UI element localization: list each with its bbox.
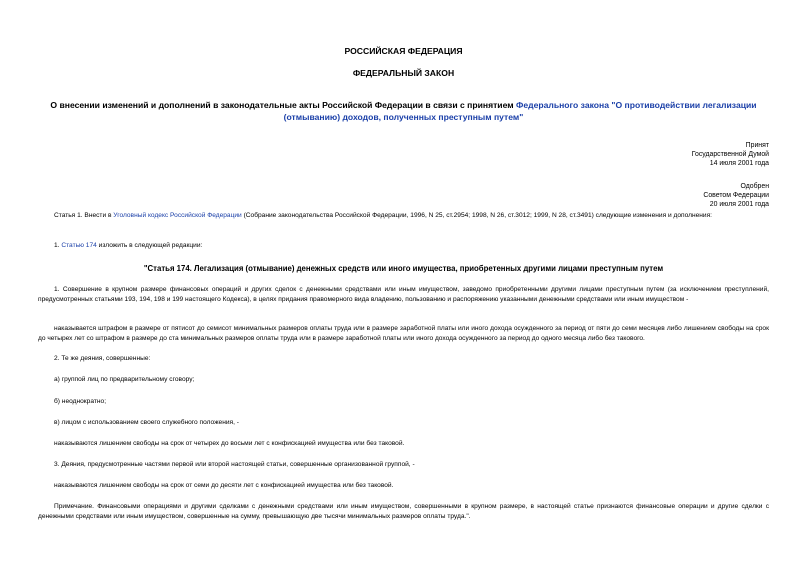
law-title-line1 — [0, 100, 807, 110]
federal-law-link[interactable]: Федерального закона "О противодействии легализации — [516, 100, 757, 110]
adoption-line-2: Государственной Думой — [691, 151, 769, 158]
country-heading: РОССИЙСКАЯ ФЕДЕРАЦИЯ — [344, 46, 463, 56]
paragraph-item-v: в) лицом с использованием своего служебного положения, - — [54, 419, 239, 426]
adoption-line-1: Принят — [745, 142, 769, 149]
law-title-line2 — [0, 112, 807, 122]
item-1-prefix: 1. — [54, 242, 62, 249]
approval-date: 20 июля 2001 года — [709, 201, 769, 208]
paragraph-note: Примечание. Финансовыми операциями и другими сделками с денежными средствами или иным имуществом, совершенными в крупном размере, в настоящей статье признаются финансовые операции и другие сделки с денежными средствами или иным имуществом, совершенные на сумму, превышающую две тысячи минимальных размеров оплаты труда.". — [38, 503, 769, 520]
adoption-block — [692, 141, 769, 168]
paragraph-penalty-1: наказывается штрафом в размере от пятисот до семисот минимальных размеров оплаты труда или в размере заработной платы или иного дохода осужденного за период от пяти до семи месяцев либо лишением свободы на срок до четырех лет со штрафом в размере до ста минимальных размеров оплаты труда или в размере заработной платы или иного дохода осужденного за период до одного месяца либо без такового. — [38, 325, 769, 342]
article-174-heading: "Статья 174. Легализация (отмывание) денежных средств или иного имущества, приобретенных другими лицами преступным путем — [143, 264, 664, 273]
paragraph-part-2: 2. Те же деяния, совершенные: — [54, 355, 151, 362]
article-174-link[interactable]: Статью 174 — [61, 242, 97, 249]
paragraph-part-3: 3. Деяния, предусмотренные частями первой или второй настоящей статьи, совершенные организованной группой, - — [54, 461, 415, 468]
item-1-suffix: изложить в следующей редакции: — [96, 242, 203, 249]
adoption-date: 14 июля 2001 года — [709, 160, 769, 167]
paragraph-penalty-3: наказываются лишением свободы на срок от семи до десяти лет с конфискацией имущества или без таковой. — [54, 482, 394, 489]
paragraph-penalty-2: наказываются лишением свободы на срок от четырех до восьми лет с конфискацией имущества или без таковой. — [54, 440, 405, 447]
law-title-prefix: О внесении изменений и дополнений в законодательные акты Российской Федерации в связи с принятием — [50, 100, 516, 110]
doc-type-heading: ФЕДЕРАЛЬНЫЙ ЗАКОН — [352, 68, 455, 78]
approval-line-1: Одобрен — [740, 183, 769, 190]
article-1-paragraph — [38, 211, 769, 221]
paragraph-item-b: б) неоднократно; — [54, 398, 107, 405]
criminal-code-link[interactable]: Уголовный кодекс Российской Федерации — [113, 212, 242, 219]
approval-block — [703, 182, 769, 209]
paragraph-part-1: 1. Совершение в крупном размере финансовых операций и других сделок с денежными средствами или иным имуществом, заведомо приобретенными другими лицами преступным путем (за исключением преступлений, предусмотренных статьями 193, 194, 198 и 199 настоящего Кодекса), в целях придания правомерного вида владению, пользованию и распоряжению указанными денежными средствами или иным имуществом - — [38, 286, 769, 303]
article-1-suffix: (Собрание законодательства Российской Федерации, 1996, N 25, ст.2954; 1998, N 26, ст.3012; 1999, N 28, ст.3491) следующие изменения и дополнения: — [241, 212, 712, 219]
approval-line-2: Советом Федерации — [703, 192, 769, 199]
item-1-paragraph — [38, 241, 769, 251]
paragraph-item-a: а) группой лиц по предварительному сговору; — [54, 376, 195, 383]
article-1-prefix: Статья 1. Внести в — [54, 212, 114, 219]
federal-law-link-cont[interactable]: (отмыванию) доходов, полученных преступным путем" — [283, 112, 524, 122]
